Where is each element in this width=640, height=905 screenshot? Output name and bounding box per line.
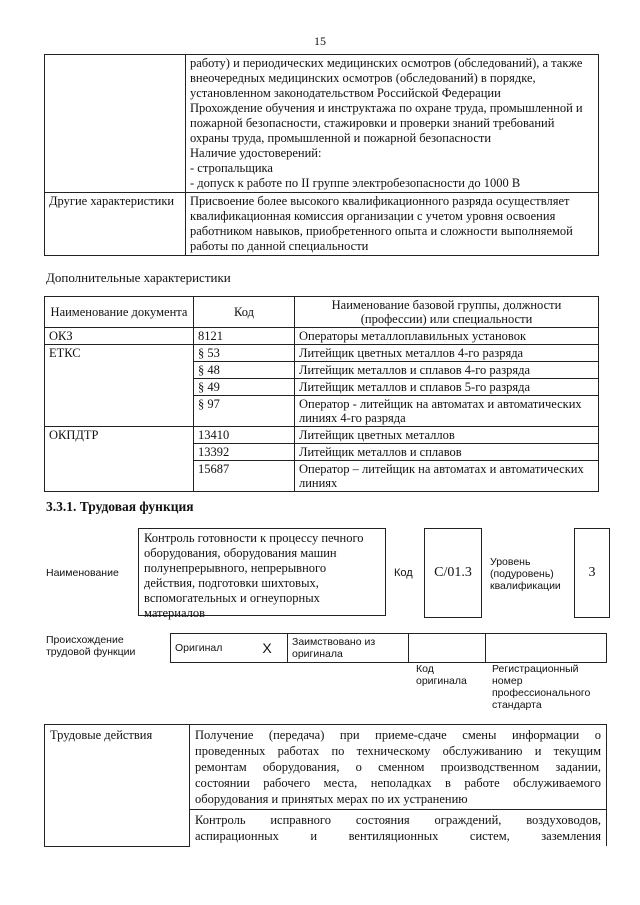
cell-name: Литейщик цветных металлов 4-го разряда [295, 345, 599, 362]
function-code-box: C/01.3 [424, 528, 482, 618]
table-row [45, 55, 599, 193]
table-row [45, 362, 599, 379]
origin-label: Происхождение трудовой функции [46, 634, 136, 658]
additional-title: Дополнительные характеристики [46, 270, 231, 285]
text-line: Прохождение обучения и инструктажа по охране труда, промышленной и [190, 101, 583, 115]
cell-name: Литейщик цветных металлов [295, 427, 599, 444]
text-line: - стропальщика [190, 161, 273, 175]
code-label: Код [394, 567, 413, 579]
text-line: установленном законодательством Российской Федерации [190, 86, 501, 100]
additional-table [44, 296, 599, 492]
table-row [45, 427, 599, 444]
text-line: квалификационная комиссия организации с учетом уровня освоения [190, 209, 556, 223]
row-label [45, 55, 186, 193]
original-label: Оригинал [171, 634, 248, 663]
text-line: Получение (передача) при приеме-сдаче смены информации о [195, 728, 601, 742]
header-name: Наименование базовой группы, должности (профессии) или специальности [295, 297, 599, 328]
function-name-box: Контроль готовности к процессу печного оборудования, оборудования машин полунепрерывного, непрерывного действия, подготовки шихтовых, вспомогательных и огнеупорных материалов [138, 528, 386, 616]
reg-number-label: Регистрационный номер профессионального стандарта [492, 663, 591, 711]
text-line: пожарной безопасности, стажировки и проверки знаний требований [190, 116, 555, 130]
cell-name: Литейщик металлов и сплавов 4-го разряда [295, 362, 599, 379]
cell-code: § 49 [194, 379, 295, 396]
text-line: внеочередных медицинских осмотров (обследований) в порядке, [190, 71, 536, 85]
header-code: Код [194, 297, 295, 328]
actions-label: Трудовые действия [45, 725, 190, 847]
cell-doc: ОКПДТР [45, 427, 194, 444]
cell-code: § 53 [194, 345, 295, 362]
table-row [45, 725, 607, 810]
cell-code: § 48 [194, 362, 295, 379]
cell-doc [45, 461, 194, 492]
table-row [45, 396, 599, 427]
action-item [190, 725, 607, 810]
text-line: работы по данной специальности [190, 239, 369, 253]
cell-doc: ЕТКС [45, 345, 194, 362]
cell-code: 8121 [194, 328, 295, 345]
text-line: аспирационных и вентиляционных систем, заземления [195, 829, 601, 843]
table-row [45, 328, 599, 345]
header-doc: Наименование документа [45, 297, 194, 328]
cell-doc [45, 379, 194, 396]
cell-name: Оператор – литейщик на автоматах и автоматических линиях [295, 461, 599, 492]
row-content [186, 55, 599, 193]
table-row [45, 345, 599, 362]
table-row [45, 444, 599, 461]
cell-name: Литейщик металлов и сплавов 5-го разряда [295, 379, 599, 396]
cell-name: Операторы металлоплавильных установок [295, 328, 599, 345]
text-line: ремонтам оборудования, о сменном производственном задании, [195, 760, 601, 774]
table-row [171, 634, 607, 663]
text-line: - допуск к работе по II группе электробезопасности до 1000 В [190, 176, 521, 190]
level-value-box: 3 [574, 528, 610, 618]
labor-actions-table [44, 724, 607, 847]
cell-doc: ОКЗ [45, 328, 194, 345]
row-content [186, 193, 599, 256]
text-line: состоянии рабочего места, неполадках в работе обслуживаемого [195, 776, 601, 790]
code-original-cell [409, 634, 486, 663]
table-row [45, 461, 599, 492]
row-label: Другие характеристики [45, 193, 186, 256]
table-row [45, 193, 599, 256]
level-label: Уровень (подуровень) квалификации [490, 556, 561, 592]
code-original-label: Код оригинала [416, 663, 467, 687]
text-line: Присвоение более высокого квалификационного разряда осуществляет [190, 194, 570, 208]
text-line: Наличие удостоверений: [190, 146, 322, 160]
text-line: оборудования и принятых мерах по их устранению [195, 792, 468, 806]
section-title: 3.3.1. Трудовая функция [46, 499, 194, 514]
origin-table [170, 633, 607, 663]
text-line: Контроль исправного состояния ограждений, воздуховодов, [195, 813, 601, 827]
cell-code: 13410 [194, 427, 295, 444]
cell-code: 13392 [194, 444, 295, 461]
original-mark: X [247, 634, 288, 663]
cell-name: Оператор - литейщик на автоматах и автоматических линиях 4-го разряда [295, 396, 599, 427]
text-line: охраны труда, промышленной и пожарной безопасности [190, 131, 492, 145]
cell-doc [45, 396, 194, 427]
name-label: Наименование [46, 567, 119, 579]
reg-number-cell [486, 634, 607, 663]
cell-name: Литейщик металлов и сплавов [295, 444, 599, 461]
cell-code: § 97 [194, 396, 295, 427]
cell-doc [45, 362, 194, 379]
text-line: работником навыков, приобретенного опыта и сложности выполняемой [190, 224, 573, 238]
requirements-table [44, 54, 599, 256]
page-number: 15 [314, 34, 326, 48]
table-row [45, 379, 599, 396]
text-line: проведенных работах по техническому обслуживанию и текущим [195, 744, 601, 758]
borrowed-label: Заимствовано из оригинала [288, 634, 409, 663]
table-header-row [45, 297, 599, 328]
cell-code: 15687 [194, 461, 295, 492]
text-line: работу) и периодических медицинских осмотров (обследований), а также [190, 56, 583, 70]
cell-doc [45, 444, 194, 461]
action-item [190, 810, 607, 847]
